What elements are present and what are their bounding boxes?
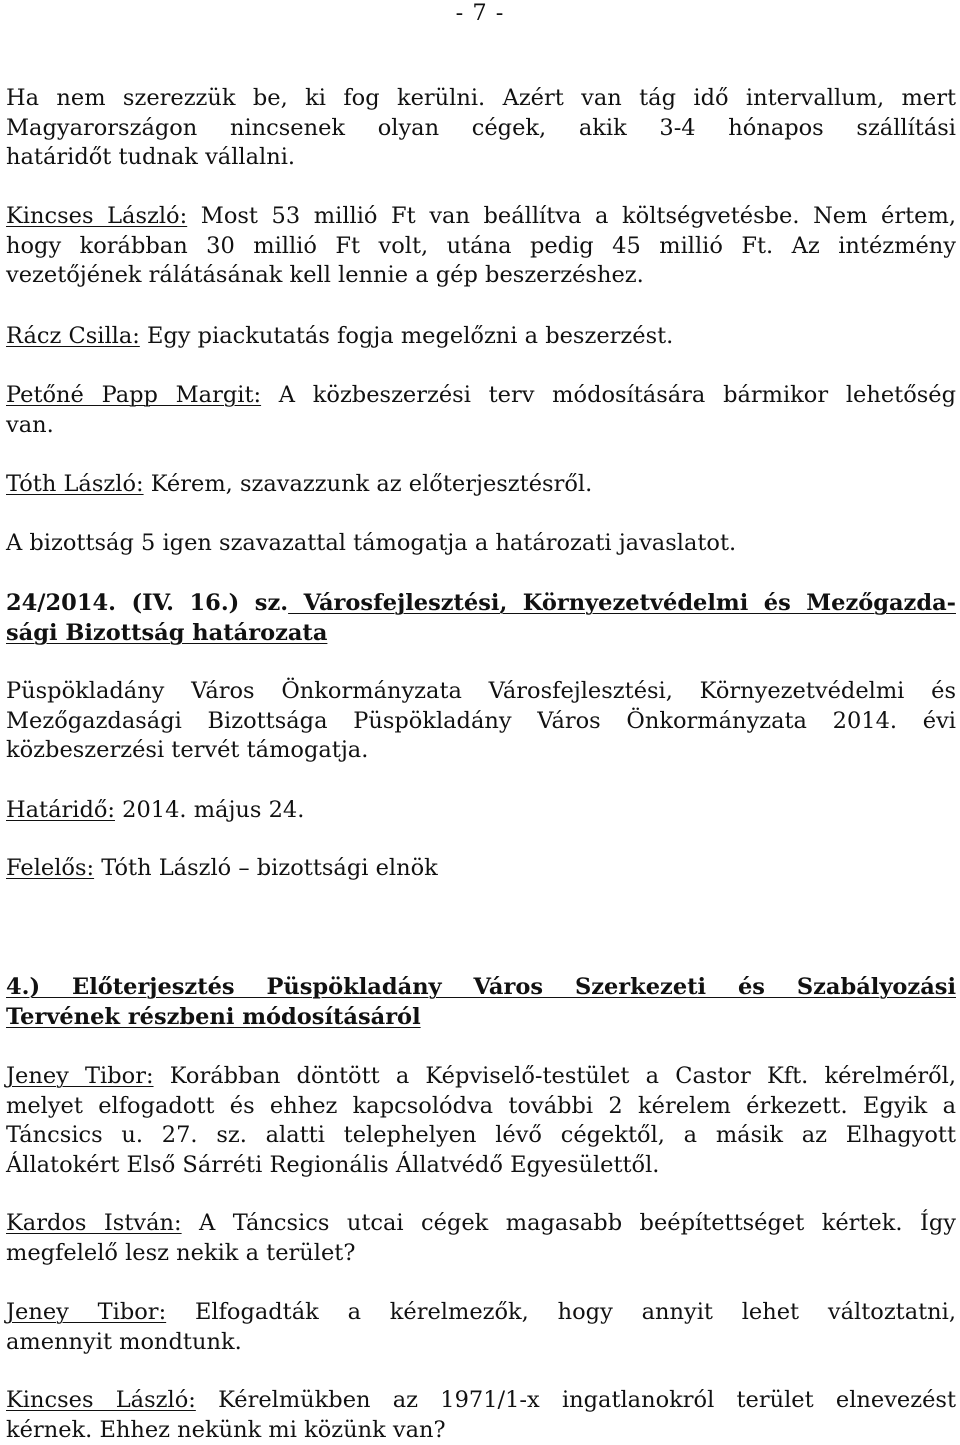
text-line: Tóth László: Kérem, szavazzunk az előterjesztésről.: [6, 470, 956, 500]
paragraph-kardos: [6, 1209, 956, 1268]
text-line: Tervének részbeni módosításáról: [6, 1003, 956, 1033]
paragraph-racz: [6, 322, 956, 352]
text-line: Püspökladány Város Önkormányzata Városfejlesztési, Környezetvédelmi és: [6, 677, 956, 707]
text-line: van.: [6, 411, 956, 441]
resolution-responsible: [6, 854, 956, 884]
paragraph-jeney-2: [6, 1298, 956, 1357]
paragraph-intro: [6, 84, 956, 173]
responsible-label: Felelős:: [6, 855, 94, 881]
page-number: - 7 -: [0, 0, 960, 28]
text-line: 24/2014. (IV. 16.) sz. Városfejlesztési, Környezetvédelmi és Mezőgazda-: [6, 589, 956, 619]
paragraph-petone: [6, 381, 956, 440]
text-line: hogy korábban 30 millió Ft volt, utána pedig 45 millió Ft. Az intézmény: [6, 232, 956, 262]
text-line: sági Bizottság határozata: [6, 619, 956, 649]
resolution-deadline: [6, 796, 956, 826]
text-line: Kincses László: Most 53 millió Ft van beállítva a költségvetésbe. Nem értem,: [6, 202, 956, 232]
text-line: Rácz Csilla: Egy piackutatás fogja megelőzni a beszerzést.: [6, 322, 956, 352]
speaker-name: Jeney Tibor:: [6, 1299, 166, 1325]
deadline-label: Határidő:: [6, 797, 115, 823]
speaker-name: Tóth László:: [6, 471, 144, 497]
speaker-name: Kardos István:: [6, 1210, 182, 1236]
text-line: vezetőjének rálátásának kell lennie a gép beszerzéshez.: [6, 261, 956, 291]
text-line: A bizottság 5 igen szavazattal támogatja a határozati javaslatot.: [6, 529, 956, 559]
paragraph-kincses-2: [6, 1386, 956, 1445]
paragraph-kincses-1: [6, 202, 956, 291]
resolution-number: 24/2014. (IV. 16.) sz.: [6, 590, 288, 616]
text-line: Kincses László: Kérelmükben az 1971/1-x ingatlanokról terület elnevezést: [6, 1386, 956, 1416]
speaker-name: Jeney Tibor:: [6, 1063, 154, 1089]
text-line: Táncsics u. 27. sz. alatti telephelyen lévő cégektől, a másik az Elhagyott: [6, 1121, 956, 1151]
text-line: kérnek. Ehhez nekünk mi közünk van?: [6, 1416, 956, 1445]
paragraph-jeney-1: [6, 1062, 956, 1180]
text-line: Ha nem szerezzük be, ki fog kerülni. Azért van tág idő intervallum, mert: [6, 84, 956, 114]
text-line: Állatokért Első Sárréti Regionális Állatvédő Egyesülettől.: [6, 1151, 956, 1181]
text-line: Magyarországon nincsenek olyan cégek, akik 3-4 hónapos szállítási: [6, 114, 956, 144]
text-line: Jeney Tibor: Elfogadták a kérelmezők, hogy annyit lehet változtatni,: [6, 1298, 956, 1328]
speaker-name: Petőné Papp Margit:: [6, 382, 261, 408]
text-line: Felelős: Tóth László – bizottsági elnök: [6, 854, 956, 884]
speaker-name: Rácz Csilla:: [6, 323, 140, 349]
text-line: amennyit mondtunk.: [6, 1328, 956, 1358]
text-line: megfelelő lesz nekik a terület?: [6, 1239, 956, 1269]
text-line: Petőné Papp Margit: A közbeszerzési terv módosítására bármikor lehetőség: [6, 381, 956, 411]
text-line: Mezőgazdasági Bizottsága Püspökladány Város Önkormányzata 2014. évi: [6, 707, 956, 737]
paragraph-toth: [6, 470, 956, 500]
text-line: 4.) Előterjesztés Püspökladány Város Szerkezeti és Szabályozási: [6, 973, 956, 1003]
paragraph-vote: [6, 529, 956, 559]
text-line: Határidő: 2014. május 24.: [6, 796, 956, 826]
text-line: Jeney Tibor: Korábban döntött a Képviselő-testület a Castor Kft. kérelméről,: [6, 1062, 956, 1092]
text-line: közbeszerzési tervét támogatja.: [6, 736, 956, 766]
section-4-heading: [6, 973, 956, 1032]
resolution-body: [6, 677, 956, 766]
text-line: Kardos István: A Táncsics utcai cégek magasabb beépítettséget kértek. Így: [6, 1209, 956, 1239]
text-line: melyet elfogadott és ehhez kapcsolódva további 2 kérelem érkezett. Egyik a: [6, 1092, 956, 1122]
resolution-heading: [6, 589, 956, 648]
speaker-name: Kincses László:: [6, 1387, 196, 1413]
text-line: határidőt tudnak vállalni.: [6, 143, 956, 173]
speaker-name: Kincses László:: [6, 203, 187, 229]
